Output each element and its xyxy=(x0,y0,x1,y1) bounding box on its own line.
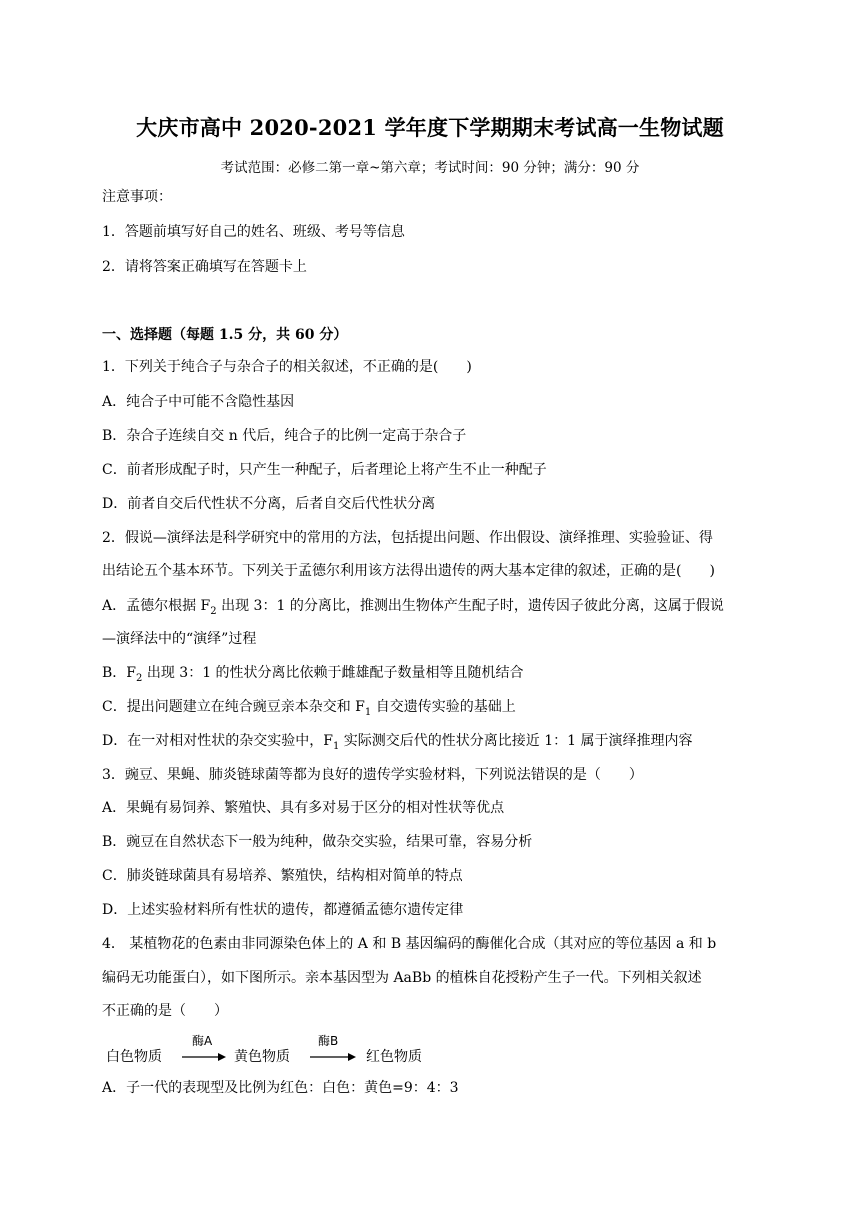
q2-option-d: D．在一对相对性状的杂交实验中，$F_1$ 实际测交后代的性状分离比接近 1：1 属于演绎推理内容 xyxy=(102,733,693,752)
q1-option-d: D．前者自交后代性状不分离，后者自交后代性状分离 xyxy=(102,496,436,512)
pathway-red-substance: 红色物质 xyxy=(366,1049,422,1065)
q1-option-a: A．纯合子中可能不含隐性基因 xyxy=(102,394,295,410)
q3-option-a: A．果蝇有易饲养、繁殖快、具有多对易于区分的相对性状等优点 xyxy=(102,800,505,816)
q1-option-b: B．杂合子连续自交 n 代后，纯合子的比例一定高于杂合子 xyxy=(102,428,467,444)
q2-stem-line1: 2．假说—演绎法是科学研究中的常用的方法，包括提出问题、作出假设、演绎推理、实验验证、得 xyxy=(102,530,713,546)
q3-option-d: D．上述实验材料所有性状的遗传，都遵循孟德尔遗传定律 xyxy=(102,902,464,918)
q2-option-b: B．$F_2$ 出现 3：1 的性状分离比依赖于雌雄配子数量相等且随机结合 xyxy=(102,665,524,684)
q3-stem: 3．豌豆、果蝇、肺炎链球菌等都为良好的遗传学实验材料，下列说法错误的是（ ） xyxy=(102,767,643,783)
q4-stem-line1: 4． 某植物花的色素由非同源染色体上的 A 和 B 基因编码的酶催化合成（其对应的等位基因 a 和 b xyxy=(102,936,717,952)
q4-stem-line3: 不正确的是（ ） xyxy=(102,1003,228,1019)
q4-option-a: A．子一代的表现型及比例为红色：白色：黄色=9：4：3 xyxy=(102,1080,459,1096)
pigment-pathway-diagram xyxy=(106,1032,446,1068)
pathway-yellow-substance: 黄色物质 xyxy=(234,1049,290,1065)
arrow-right-icon xyxy=(310,1052,356,1062)
q2-option-a-line2: —演绎法中的“演绎”过程 xyxy=(102,631,257,647)
q1-option-c: C．前者形成配子时，只产生一种配子，后者理论上将产生不止一种配子 xyxy=(102,462,547,478)
q2-option-a-line1: A．孟德尔根据 $F_2$ 出现 3：1 的分离比，推测出生物体产生配子时，遗传因子彼此分离，这属于假说 xyxy=(102,598,724,617)
arrow-right-icon xyxy=(182,1052,226,1062)
pathway-enzyme-b: 酶B xyxy=(318,1034,339,1048)
notes-item-2: 2．请将答案正确填写在答题卡上 xyxy=(102,259,307,275)
exam-subtitle: 考试范围：必修二第一章~第六章；考试时间：90 分钟；满分：90 分 xyxy=(220,160,640,176)
q2-stem-line2: 出结论五个基本环节。下列关于孟德尔利用该方法得出遗传的两大基本定律的叙述，正确的是( ) xyxy=(102,563,715,579)
notes-item-1: 1．答题前填写好自己的姓名、班级、考号等信息 xyxy=(102,224,405,240)
pathway-enzyme-a: 酶A xyxy=(192,1034,213,1048)
q1-stem: 1．下列关于纯合子与杂合子的相关叙述，不正确的是( ) xyxy=(102,359,472,375)
section-heading: 一、选择题（每题 1.5 分，共 60 分） xyxy=(102,327,348,343)
notes-heading: 注意事项： xyxy=(102,189,172,205)
exam-title: 大庆市高中 2020-2021 学年度下学期期末考试高一生物试题 xyxy=(136,115,724,140)
q3-option-b: B．豌豆在自然状态下一般为纯种，做杂交实验，结果可靠，容易分析 xyxy=(102,834,533,850)
q3-option-c: C．肺炎链球菌具有易培养、繁殖快，结构相对简单的特点 xyxy=(102,868,463,884)
pathway-white-substance: 白色物质 xyxy=(106,1049,162,1065)
q2-option-c: C．提出问题建立在纯合豌豆亲本杂交和 $F_1$ 自交遗传实验的基础上 xyxy=(102,699,516,718)
q4-stem-line2: 编码无功能蛋白），如下图所示。亲本基因型为 AaBb 的植株自花授粉产生子一代。下列相关叙述 xyxy=(102,970,702,986)
